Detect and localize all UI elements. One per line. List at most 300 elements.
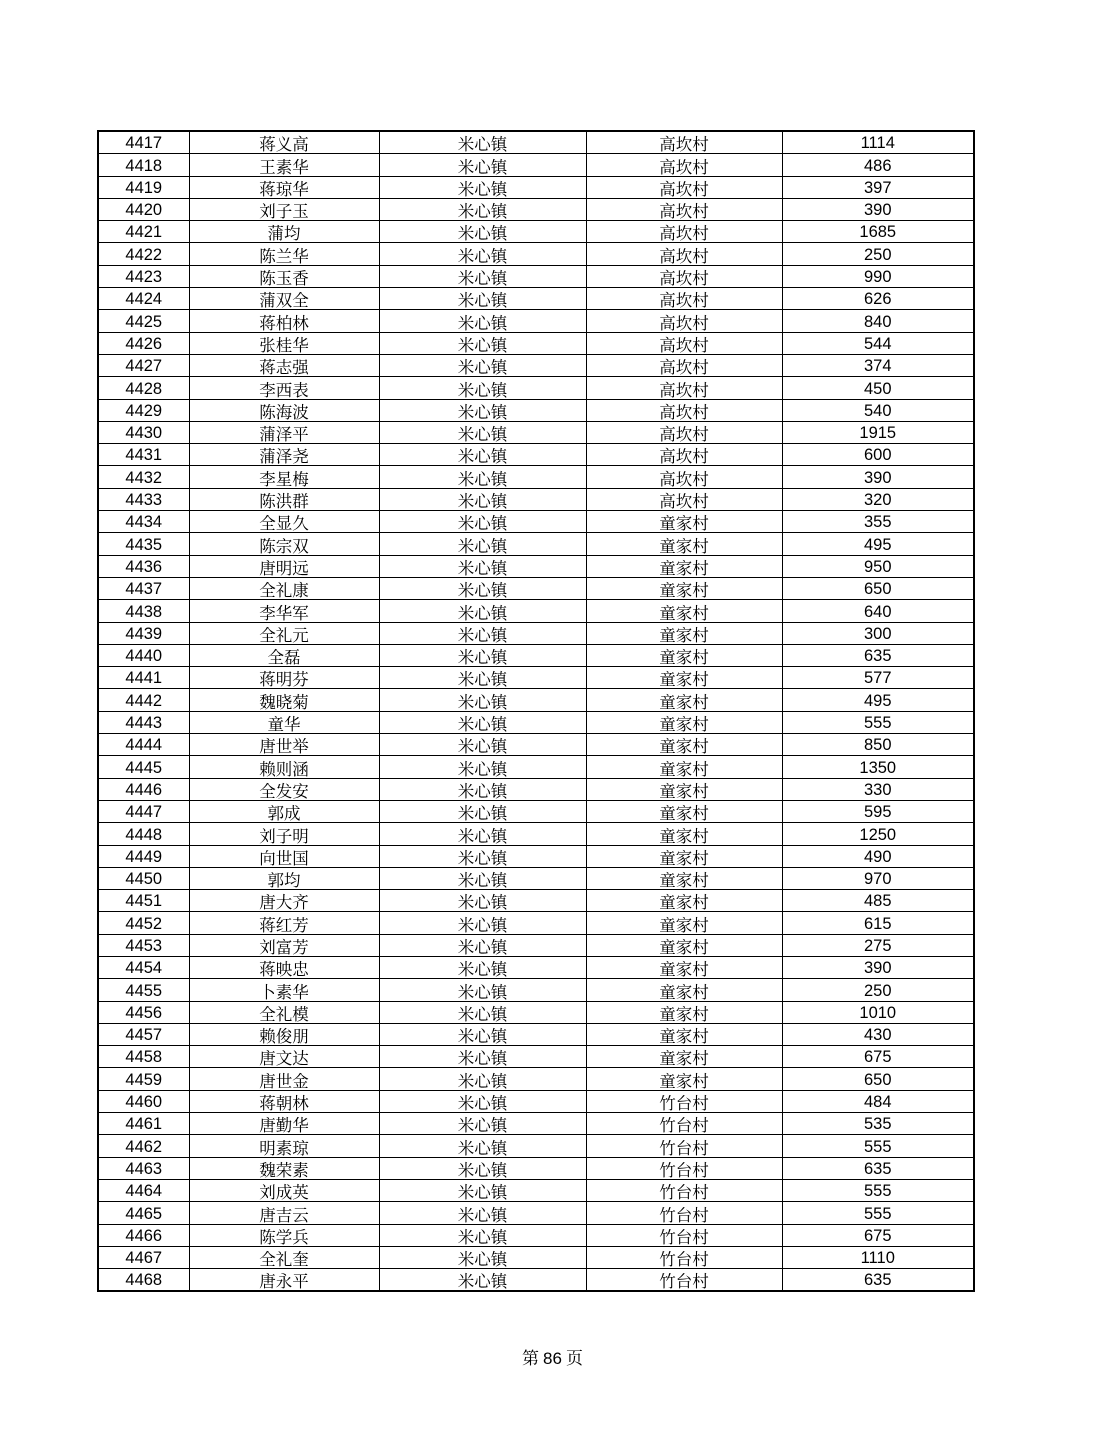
cell-person-name: 陈洪群 xyxy=(189,488,379,510)
cell-town: 米心镇 xyxy=(379,1023,586,1045)
cell-person-name: 全礼康 xyxy=(189,577,379,599)
table-row xyxy=(98,756,974,778)
table-row xyxy=(98,1157,974,1179)
table-row xyxy=(98,1246,974,1268)
cell-serial-number: 4425 xyxy=(98,310,189,332)
cell-serial-number: 4422 xyxy=(98,243,189,265)
cell-amount: 1350 xyxy=(782,756,974,778)
table-row xyxy=(98,511,974,533)
cell-town: 米心镇 xyxy=(379,221,586,243)
cell-person-name: 唐吉云 xyxy=(189,1202,379,1224)
cell-serial-number: 4443 xyxy=(98,711,189,733)
cell-village: 高坎村 xyxy=(586,310,782,332)
cell-person-name: 陈学兵 xyxy=(189,1224,379,1246)
cell-amount: 635 xyxy=(782,1269,974,1292)
cell-person-name: 陈海波 xyxy=(189,399,379,421)
cell-amount: 540 xyxy=(782,399,974,421)
cell-serial-number: 4453 xyxy=(98,934,189,956)
table-row xyxy=(98,310,974,332)
cell-person-name: 童华 xyxy=(189,711,379,733)
table-row xyxy=(98,154,974,176)
cell-amount: 485 xyxy=(782,890,974,912)
cell-serial-number: 4449 xyxy=(98,845,189,867)
cell-village: 童家村 xyxy=(586,734,782,756)
cell-serial-number: 4456 xyxy=(98,1001,189,1023)
cell-village: 童家村 xyxy=(586,711,782,733)
cell-amount: 635 xyxy=(782,644,974,666)
cell-amount: 390 xyxy=(782,466,974,488)
table-row xyxy=(98,131,974,154)
cell-village: 童家村 xyxy=(586,979,782,1001)
cell-serial-number: 4432 xyxy=(98,466,189,488)
table-row xyxy=(98,1113,974,1135)
cell-town: 米心镇 xyxy=(379,399,586,421)
cell-serial-number: 4438 xyxy=(98,600,189,622)
cell-person-name: 王素华 xyxy=(189,154,379,176)
cell-serial-number: 4419 xyxy=(98,176,189,198)
cell-person-name: 魏荣素 xyxy=(189,1157,379,1179)
cell-amount: 495 xyxy=(782,689,974,711)
table-row xyxy=(98,1135,974,1157)
cell-amount: 490 xyxy=(782,845,974,867)
cell-serial-number: 4463 xyxy=(98,1157,189,1179)
cell-town: 米心镇 xyxy=(379,644,586,666)
cell-town: 米心镇 xyxy=(379,377,586,399)
cell-serial-number: 4448 xyxy=(98,823,189,845)
table-row xyxy=(98,399,974,421)
table-row xyxy=(98,912,974,934)
cell-village: 童家村 xyxy=(586,756,782,778)
cell-serial-number: 4441 xyxy=(98,667,189,689)
cell-person-name: 陈玉香 xyxy=(189,265,379,287)
cell-person-name: 蒋明芬 xyxy=(189,667,379,689)
cell-village: 高坎村 xyxy=(586,131,782,154)
cell-town: 米心镇 xyxy=(379,845,586,867)
cell-village: 童家村 xyxy=(586,823,782,845)
cell-amount: 1010 xyxy=(782,1001,974,1023)
table-row xyxy=(98,243,974,265)
cell-town: 米心镇 xyxy=(379,823,586,845)
cell-person-name: 刘成英 xyxy=(189,1179,379,1201)
cell-serial-number: 4430 xyxy=(98,421,189,443)
cell-serial-number: 4433 xyxy=(98,488,189,510)
cell-person-name: 唐大齐 xyxy=(189,890,379,912)
cell-person-name: 全发安 xyxy=(189,778,379,800)
cell-village: 高坎村 xyxy=(586,332,782,354)
cell-town: 米心镇 xyxy=(379,176,586,198)
table-row xyxy=(98,377,974,399)
cell-serial-number: 4437 xyxy=(98,577,189,599)
cell-amount: 397 xyxy=(782,176,974,198)
cell-town: 米心镇 xyxy=(379,622,586,644)
roster-table-body xyxy=(98,131,974,1291)
cell-serial-number: 4452 xyxy=(98,912,189,934)
cell-serial-number: 4466 xyxy=(98,1224,189,1246)
cell-village: 竹台村 xyxy=(586,1090,782,1112)
cell-amount: 555 xyxy=(782,1179,974,1201)
page-footer-suffix: 页 xyxy=(565,1349,583,1369)
cell-town: 米心镇 xyxy=(379,1135,586,1157)
cell-village: 高坎村 xyxy=(586,221,782,243)
cell-amount: 535 xyxy=(782,1113,974,1135)
cell-amount: 850 xyxy=(782,734,974,756)
cell-person-name: 郭成 xyxy=(189,800,379,822)
cell-amount: 1114 xyxy=(782,131,974,154)
cell-village: 童家村 xyxy=(586,1001,782,1023)
cell-serial-number: 4459 xyxy=(98,1068,189,1090)
cell-amount: 595 xyxy=(782,800,974,822)
cell-village: 童家村 xyxy=(586,511,782,533)
cell-village: 竹台村 xyxy=(586,1179,782,1201)
cell-amount: 486 xyxy=(782,154,974,176)
cell-amount: 650 xyxy=(782,1068,974,1090)
cell-town: 米心镇 xyxy=(379,1246,586,1268)
cell-serial-number: 4447 xyxy=(98,800,189,822)
cell-person-name: 向世国 xyxy=(189,845,379,867)
cell-person-name: 魏晓菊 xyxy=(189,689,379,711)
table-row xyxy=(98,1068,974,1090)
cell-serial-number: 4446 xyxy=(98,778,189,800)
table-row xyxy=(98,533,974,555)
cell-town: 米心镇 xyxy=(379,1090,586,1112)
cell-village: 高坎村 xyxy=(586,399,782,421)
cell-town: 米心镇 xyxy=(379,800,586,822)
cell-person-name: 张桂华 xyxy=(189,332,379,354)
cell-village: 高坎村 xyxy=(586,198,782,220)
cell-village: 高坎村 xyxy=(586,444,782,466)
cell-serial-number: 4434 xyxy=(98,511,189,533)
cell-person-name: 陈兰华 xyxy=(189,243,379,265)
cell-serial-number: 4427 xyxy=(98,354,189,376)
table-row xyxy=(98,979,974,1001)
cell-person-name: 蒲双全 xyxy=(189,288,379,310)
cell-amount: 600 xyxy=(782,444,974,466)
table-row xyxy=(98,956,974,978)
table-row xyxy=(98,711,974,733)
table-row xyxy=(98,890,974,912)
cell-amount: 495 xyxy=(782,533,974,555)
cell-town: 米心镇 xyxy=(379,734,586,756)
cell-person-name: 刘子明 xyxy=(189,823,379,845)
cell-village: 高坎村 xyxy=(586,488,782,510)
cell-person-name: 唐世金 xyxy=(189,1068,379,1090)
cell-amount: 450 xyxy=(782,377,974,399)
cell-person-name: 全礼元 xyxy=(189,622,379,644)
cell-serial-number: 4439 xyxy=(98,622,189,644)
table-row xyxy=(98,778,974,800)
cell-amount: 544 xyxy=(782,332,974,354)
cell-village: 童家村 xyxy=(586,912,782,934)
cell-serial-number: 4444 xyxy=(98,734,189,756)
cell-serial-number: 4442 xyxy=(98,689,189,711)
page-footer xyxy=(0,1344,1105,1369)
table-row xyxy=(98,555,974,577)
cell-village: 童家村 xyxy=(586,600,782,622)
cell-amount: 355 xyxy=(782,511,974,533)
table-row xyxy=(98,444,974,466)
cell-serial-number: 4420 xyxy=(98,198,189,220)
cell-amount: 840 xyxy=(782,310,974,332)
cell-village: 竹台村 xyxy=(586,1157,782,1179)
cell-village: 竹台村 xyxy=(586,1269,782,1292)
table-row xyxy=(98,354,974,376)
cell-village: 高坎村 xyxy=(586,154,782,176)
cell-village: 竹台村 xyxy=(586,1202,782,1224)
cell-serial-number: 4454 xyxy=(98,956,189,978)
cell-town: 米心镇 xyxy=(379,332,586,354)
cell-town: 米心镇 xyxy=(379,934,586,956)
cell-person-name: 郭均 xyxy=(189,867,379,889)
cell-town: 米心镇 xyxy=(379,778,586,800)
cell-town: 米心镇 xyxy=(379,912,586,934)
cell-serial-number: 4417 xyxy=(98,131,189,154)
cell-person-name: 蒋红芳 xyxy=(189,912,379,934)
cell-town: 米心镇 xyxy=(379,667,586,689)
cell-amount: 300 xyxy=(782,622,974,644)
table-row xyxy=(98,800,974,822)
cell-amount: 626 xyxy=(782,288,974,310)
cell-town: 米心镇 xyxy=(379,243,586,265)
cell-serial-number: 4465 xyxy=(98,1202,189,1224)
cell-village: 高坎村 xyxy=(586,466,782,488)
cell-amount: 970 xyxy=(782,867,974,889)
table-row xyxy=(98,265,974,287)
cell-serial-number: 4457 xyxy=(98,1023,189,1045)
cell-serial-number: 4468 xyxy=(98,1269,189,1292)
cell-serial-number: 4423 xyxy=(98,265,189,287)
cell-village: 童家村 xyxy=(586,533,782,555)
table-row xyxy=(98,622,974,644)
table-row xyxy=(98,1046,974,1068)
table-row xyxy=(98,1023,974,1045)
table-row xyxy=(98,644,974,666)
cell-town: 米心镇 xyxy=(379,756,586,778)
table-row xyxy=(98,176,974,198)
cell-town: 米心镇 xyxy=(379,555,586,577)
table-row xyxy=(98,867,974,889)
cell-amount: 430 xyxy=(782,1023,974,1045)
cell-serial-number: 4429 xyxy=(98,399,189,421)
cell-village: 童家村 xyxy=(586,778,782,800)
table-row xyxy=(98,1090,974,1112)
cell-village: 高坎村 xyxy=(586,421,782,443)
table-row xyxy=(98,845,974,867)
cell-person-name: 全礼模 xyxy=(189,1001,379,1023)
cell-person-name: 李华军 xyxy=(189,600,379,622)
cell-amount: 250 xyxy=(782,243,974,265)
cell-town: 米心镇 xyxy=(379,265,586,287)
cell-village: 童家村 xyxy=(586,622,782,644)
cell-serial-number: 4445 xyxy=(98,756,189,778)
cell-serial-number: 4450 xyxy=(98,867,189,889)
cell-amount: 1250 xyxy=(782,823,974,845)
cell-amount: 390 xyxy=(782,956,974,978)
cell-village: 童家村 xyxy=(586,890,782,912)
cell-village: 童家村 xyxy=(586,644,782,666)
cell-village: 竹台村 xyxy=(586,1246,782,1268)
table-row xyxy=(98,823,974,845)
cell-town: 米心镇 xyxy=(379,354,586,376)
cell-town: 米心镇 xyxy=(379,421,586,443)
cell-town: 米心镇 xyxy=(379,1068,586,1090)
cell-town: 米心镇 xyxy=(379,154,586,176)
cell-town: 米心镇 xyxy=(379,533,586,555)
table-row xyxy=(98,288,974,310)
cell-serial-number: 4424 xyxy=(98,288,189,310)
cell-serial-number: 4436 xyxy=(98,555,189,577)
cell-town: 米心镇 xyxy=(379,1269,586,1292)
cell-amount: 990 xyxy=(782,265,974,287)
roster-table xyxy=(97,130,975,1292)
cell-serial-number: 4464 xyxy=(98,1179,189,1201)
cell-amount: 390 xyxy=(782,198,974,220)
cell-village: 高坎村 xyxy=(586,243,782,265)
cell-town: 米心镇 xyxy=(379,890,586,912)
cell-town: 米心镇 xyxy=(379,1224,586,1246)
table-row xyxy=(98,1179,974,1201)
cell-serial-number: 4418 xyxy=(98,154,189,176)
cell-serial-number: 4455 xyxy=(98,979,189,1001)
cell-person-name: 李西表 xyxy=(189,377,379,399)
cell-amount: 650 xyxy=(782,577,974,599)
cell-town: 米心镇 xyxy=(379,956,586,978)
cell-person-name: 蒋柏林 xyxy=(189,310,379,332)
cell-person-name: 全磊 xyxy=(189,644,379,666)
cell-town: 米心镇 xyxy=(379,1046,586,1068)
cell-village: 童家村 xyxy=(586,934,782,956)
cell-village: 高坎村 xyxy=(586,176,782,198)
cell-person-name: 刘富芳 xyxy=(189,934,379,956)
cell-serial-number: 4451 xyxy=(98,890,189,912)
cell-amount: 640 xyxy=(782,600,974,622)
cell-amount: 1685 xyxy=(782,221,974,243)
cell-village: 高坎村 xyxy=(586,354,782,376)
cell-amount: 675 xyxy=(782,1046,974,1068)
cell-village: 高坎村 xyxy=(586,288,782,310)
cell-town: 米心镇 xyxy=(379,600,586,622)
cell-serial-number: 4428 xyxy=(98,377,189,399)
cell-village: 童家村 xyxy=(586,845,782,867)
cell-person-name: 李星梅 xyxy=(189,466,379,488)
cell-person-name: 赖则涵 xyxy=(189,756,379,778)
cell-town: 米心镇 xyxy=(379,689,586,711)
table-row xyxy=(98,667,974,689)
cell-amount: 484 xyxy=(782,1090,974,1112)
table-row xyxy=(98,1224,974,1246)
cell-town: 米心镇 xyxy=(379,1113,586,1135)
cell-town: 米心镇 xyxy=(379,288,586,310)
cell-village: 童家村 xyxy=(586,867,782,889)
table-row xyxy=(98,421,974,443)
cell-village: 童家村 xyxy=(586,956,782,978)
cell-person-name: 陈宗双 xyxy=(189,533,379,555)
cell-town: 米心镇 xyxy=(379,444,586,466)
cell-village: 童家村 xyxy=(586,577,782,599)
cell-amount: 320 xyxy=(782,488,974,510)
cell-serial-number: 4431 xyxy=(98,444,189,466)
cell-serial-number: 4462 xyxy=(98,1135,189,1157)
cell-person-name: 蒲泽尧 xyxy=(189,444,379,466)
cell-serial-number: 4435 xyxy=(98,533,189,555)
cell-amount: 555 xyxy=(782,711,974,733)
cell-person-name: 蒲均 xyxy=(189,221,379,243)
cell-person-name: 唐永平 xyxy=(189,1269,379,1292)
cell-village: 童家村 xyxy=(586,555,782,577)
cell-village: 童家村 xyxy=(586,667,782,689)
cell-amount: 615 xyxy=(782,912,974,934)
cell-person-name: 刘子玉 xyxy=(189,198,379,220)
cell-serial-number: 4458 xyxy=(98,1046,189,1068)
cell-village: 竹台村 xyxy=(586,1135,782,1157)
table-row xyxy=(98,466,974,488)
cell-amount: 275 xyxy=(782,934,974,956)
cell-serial-number: 4421 xyxy=(98,221,189,243)
cell-serial-number: 4460 xyxy=(98,1090,189,1112)
table-row xyxy=(98,600,974,622)
cell-person-name: 蒋志强 xyxy=(189,354,379,376)
table-row xyxy=(98,934,974,956)
cell-village: 童家村 xyxy=(586,1023,782,1045)
cell-town: 米心镇 xyxy=(379,511,586,533)
cell-village: 竹台村 xyxy=(586,1224,782,1246)
table-row xyxy=(98,332,974,354)
table-row xyxy=(98,1001,974,1023)
cell-person-name: 蒋义高 xyxy=(189,131,379,154)
cell-town: 米心镇 xyxy=(379,1001,586,1023)
page-number: 86 xyxy=(543,1349,562,1368)
cell-town: 米心镇 xyxy=(379,488,586,510)
cell-amount: 330 xyxy=(782,778,974,800)
cell-person-name: 蒋映忠 xyxy=(189,956,379,978)
cell-person-name: 唐文达 xyxy=(189,1046,379,1068)
cell-town: 米心镇 xyxy=(379,310,586,332)
cell-person-name: 明素琼 xyxy=(189,1135,379,1157)
cell-person-name: 卜素华 xyxy=(189,979,379,1001)
cell-town: 米心镇 xyxy=(379,867,586,889)
cell-person-name: 唐勤华 xyxy=(189,1113,379,1135)
cell-town: 米心镇 xyxy=(379,979,586,1001)
cell-serial-number: 4461 xyxy=(98,1113,189,1135)
cell-person-name: 赖俊朋 xyxy=(189,1023,379,1045)
cell-amount: 1915 xyxy=(782,421,974,443)
cell-person-name: 全礼奎 xyxy=(189,1246,379,1268)
cell-amount: 950 xyxy=(782,555,974,577)
cell-village: 童家村 xyxy=(586,800,782,822)
cell-town: 米心镇 xyxy=(379,1202,586,1224)
cell-town: 米心镇 xyxy=(379,577,586,599)
cell-village: 竹台村 xyxy=(586,1113,782,1135)
table-row xyxy=(98,1269,974,1292)
cell-village: 童家村 xyxy=(586,1046,782,1068)
cell-amount: 555 xyxy=(782,1202,974,1224)
table-row xyxy=(98,577,974,599)
cell-amount: 1110 xyxy=(782,1246,974,1268)
cell-town: 米心镇 xyxy=(379,131,586,154)
cell-serial-number: 4440 xyxy=(98,644,189,666)
cell-town: 米心镇 xyxy=(379,466,586,488)
cell-town: 米心镇 xyxy=(379,198,586,220)
table-row xyxy=(98,221,974,243)
table-row xyxy=(98,198,974,220)
cell-amount: 555 xyxy=(782,1135,974,1157)
cell-village: 高坎村 xyxy=(586,377,782,399)
cell-amount: 635 xyxy=(782,1157,974,1179)
cell-person-name: 蒋朝林 xyxy=(189,1090,379,1112)
cell-village: 童家村 xyxy=(586,689,782,711)
cell-amount: 675 xyxy=(782,1224,974,1246)
cell-amount: 577 xyxy=(782,667,974,689)
cell-person-name: 唐明远 xyxy=(189,555,379,577)
